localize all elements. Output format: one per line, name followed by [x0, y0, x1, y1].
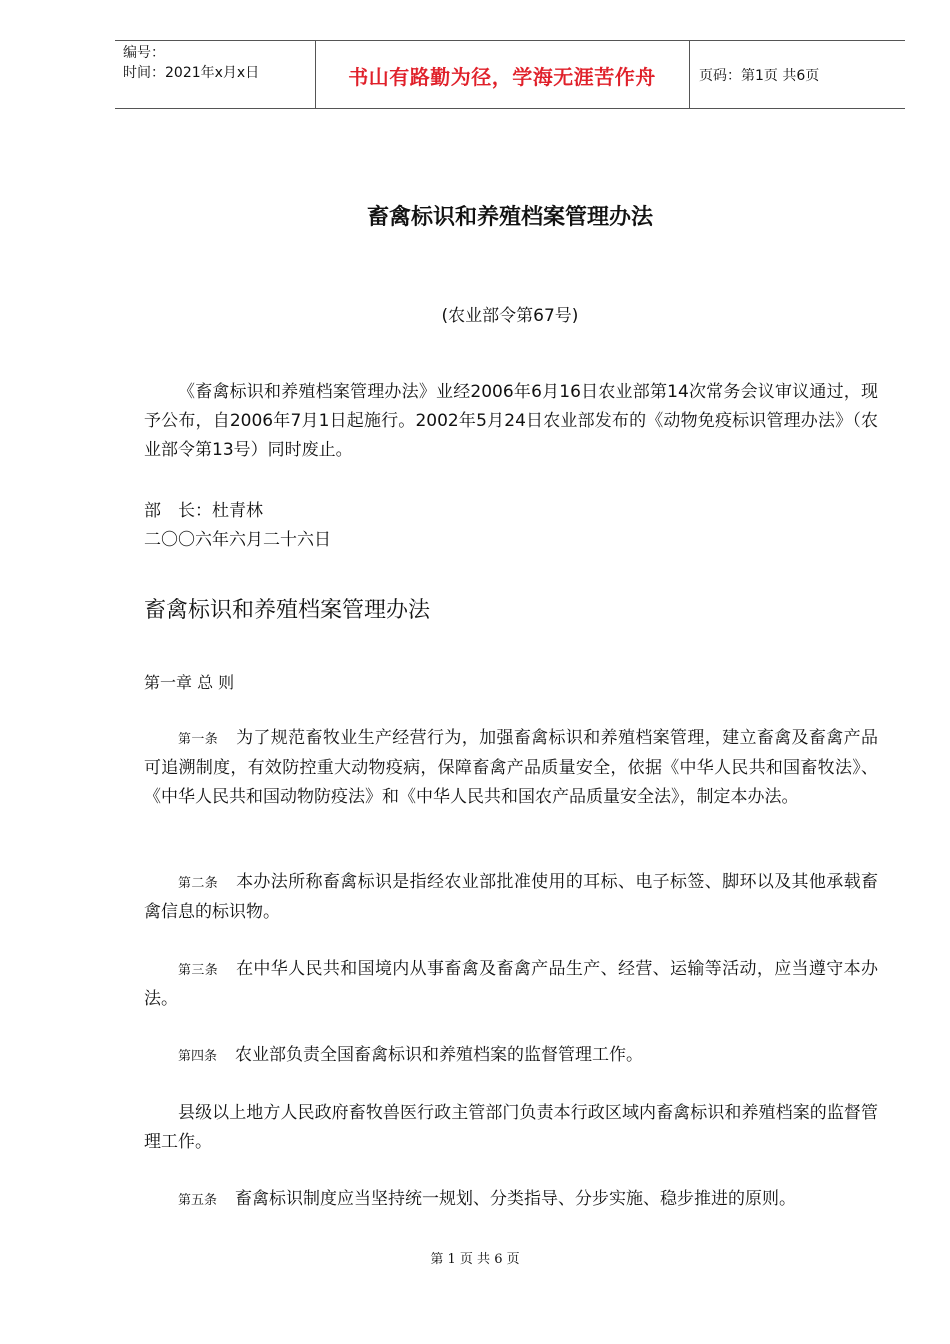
article-number: 第四条 [178, 1049, 218, 1064]
article-4 [144, 1041, 878, 1071]
number-label: 编号： [123, 45, 165, 61]
article-4-paragraph-2 [144, 1099, 878, 1157]
header-page-info: 页码：第1页 共6页 [699, 68, 820, 84]
article-text: 为了规范畜牧业生产经营行为，加强畜禽标识和养殖档案管理，建立畜禽及畜禽产品可追溯制度，有效防控重大动物疫病，保障畜禽产品质量安全，依据《中华人民共和国畜牧法》、《中华人民共和国动物防疫法》和《中华人民共和国农产品质量安全法》，制定本办法。 [144, 728, 878, 807]
document-title: 畜禽标识和养殖档案管理办法 [366, 205, 653, 230]
article-number: 第二条 [178, 876, 219, 891]
document-subtitle: (农业部令第67号) [441, 306, 579, 326]
minister-line: 部 长：杜青林 [144, 501, 263, 521]
section-heading: 畜禽标识和养殖档案管理办法 [144, 598, 431, 623]
article-1 [144, 724, 878, 812]
time-label: 时间：2021年x月x日 [123, 65, 260, 81]
intro-paragraph: 《畜禽标识和养殖档案管理办法》业经2006年6月16日农业部第14次常务会议审议通过，现予公布，自2006年7月1日起施行。2002年5月24日农业部发布的《动物免疫标识管理办法》（农业部令第13号）同时废止。 [144, 382, 878, 460]
document-header [115, 40, 905, 109]
header-divider [689, 41, 690, 108]
article-number: 第三条 [178, 963, 219, 978]
issue-date: 二〇〇六年六月二十六日 [144, 530, 331, 550]
article-5 [144, 1185, 878, 1215]
article-number: 第五条 [178, 1193, 218, 1208]
article-number: 第一条 [178, 732, 219, 747]
article-text: 县级以上地方人民政府畜牧兽医行政主管部门负责本行政区域内畜禽标识和养殖档案的监督管理工作。 [144, 1103, 878, 1152]
header-motto: 书山有路勤为径，学海无涯苦作舟 [348, 65, 656, 89]
header-meta [123, 43, 313, 83]
article-text: 本办法所称畜禽标识是指经农业部批准使用的耳标、电子标签、脚环以及其他承载畜禽信息的标识物。 [144, 872, 878, 922]
article-text: 农业部负责全国畜禽标识和养殖档案的监督管理工作。 [235, 1045, 644, 1065]
page-footer: 第 1 页 共 6 页 [430, 1252, 520, 1267]
article-text: 畜禽标识制度应当坚持统一规划、分类指导、分步实施、稳步推进的原则。 [235, 1189, 797, 1209]
article-3 [144, 955, 878, 1014]
article-2 [144, 868, 878, 927]
chapter-heading: 第一章 总 则 [144, 673, 235, 692]
article-text: 在中华人民共和国境内从事畜禽及畜禽产品生产、经营、运输等活动，应当遵守本办法。 [144, 959, 878, 1009]
